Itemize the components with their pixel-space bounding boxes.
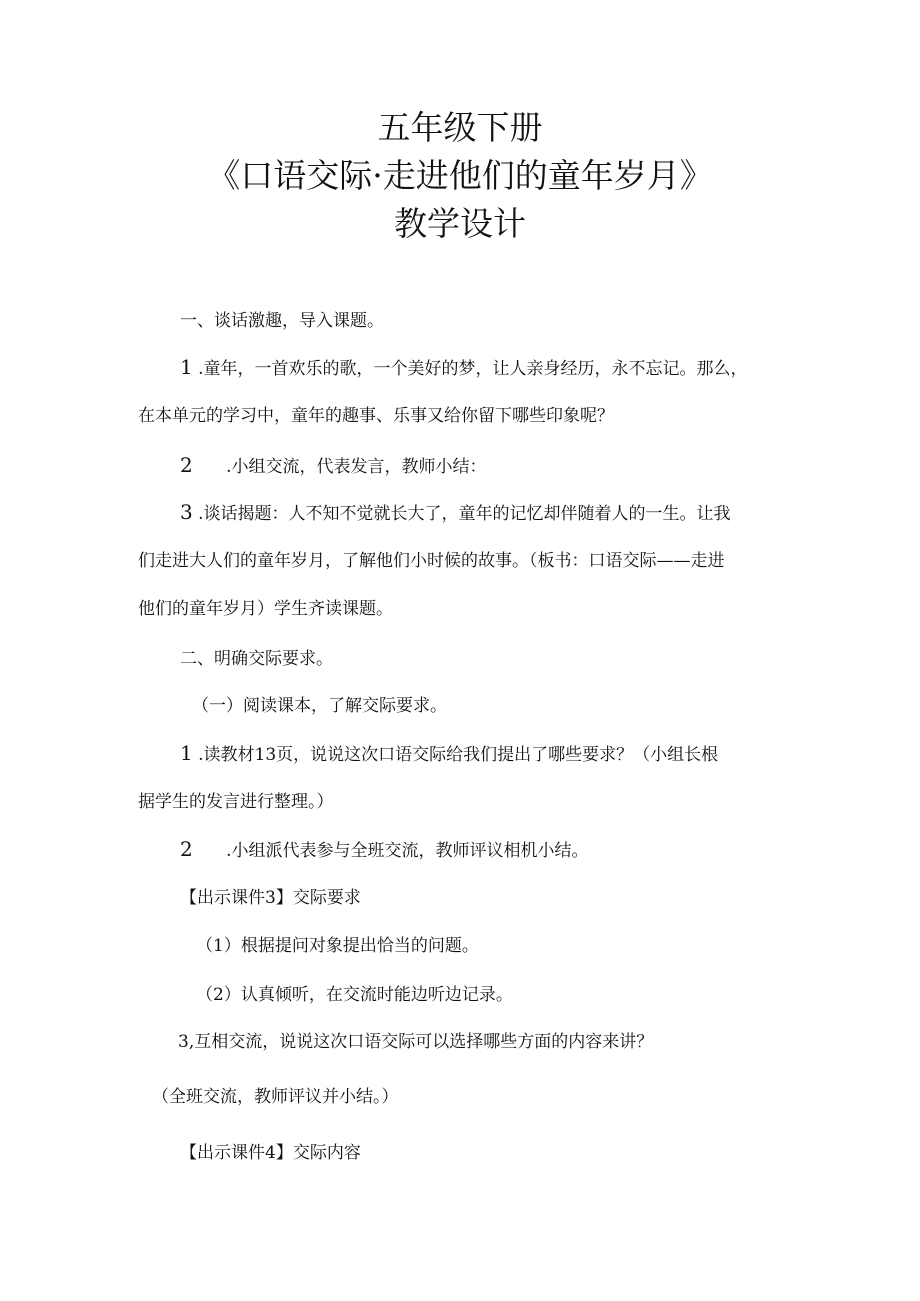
- title-grade: 五年级下册: [377, 108, 543, 147]
- step-1-text: .读教材13页，说说这次口语交际给我们提出了哪些要求？（小组长根: [198, 745, 719, 765]
- requirement-2: （2）认真倾听，在交流时能边听边记录。: [196, 985, 513, 1005]
- step-1-line-1: [180, 741, 718, 767]
- item-3-line-3: 他们的童年岁月）学生齐读课题。: [138, 599, 393, 619]
- title-topic: 《口语交际·走进他们的童年岁月》: [207, 156, 713, 195]
- item-2-text: .小组交流，代表发言，教师小结：: [226, 457, 487, 477]
- item-1-number: 1: [180, 355, 193, 379]
- title-design: 教学设计: [394, 204, 526, 243]
- item-1-line-2: 在本单元的学习中，童年的趣事、乐事又给你留下哪些印象呢？: [138, 406, 614, 426]
- item-3-text: .谈话揭题：人不知不觉就长大了，童年的记忆却伴随着人的一生。让我: [198, 504, 731, 524]
- step-3: 3,互相交流，说说这次口语交际可以选择哪些方面的内容来讲？: [178, 1032, 654, 1052]
- step-2: [180, 837, 589, 863]
- item-1-text: .童年，一首欢乐的歌，一个美好的梦，让人亲身经历，永不忘记。那么，: [198, 359, 748, 379]
- item-3-line-1: [180, 500, 731, 526]
- step-2-text: .小组派代表参与全班交流，教师评议相机小结。: [226, 841, 589, 861]
- subsection-1-heading: （一）阅读课本，了解交际要求。: [192, 696, 447, 716]
- slide-4-label: 【出示课件4】交际内容: [180, 1143, 361, 1163]
- item-2-number: 2: [180, 453, 193, 477]
- step-1-number: 1: [180, 741, 193, 765]
- item-3-line-2: 们走进大人们的童年岁月，了解他们小时候的故事。（板书：口语交际——走进: [138, 551, 725, 571]
- item-1-line-1: [180, 355, 748, 381]
- section-2-heading: 二、明确交际要求。: [180, 649, 333, 669]
- section-1-heading: 一、谈话激趣，导入课题。: [180, 311, 384, 331]
- item-3-number: 3: [180, 500, 193, 524]
- document-title: [0, 104, 920, 248]
- step-2-number: 2: [180, 837, 193, 861]
- item-2: [180, 453, 487, 479]
- step-3-note: （全班交流，教师评议并小结。）: [152, 1087, 399, 1107]
- step-1-line-2: 据学生的发言进行整理。）: [138, 792, 334, 812]
- slide-3-label: 【出示课件3】交际要求: [180, 888, 361, 908]
- requirement-1: （1）根据提问对象提出恰当的问题。: [196, 936, 479, 956]
